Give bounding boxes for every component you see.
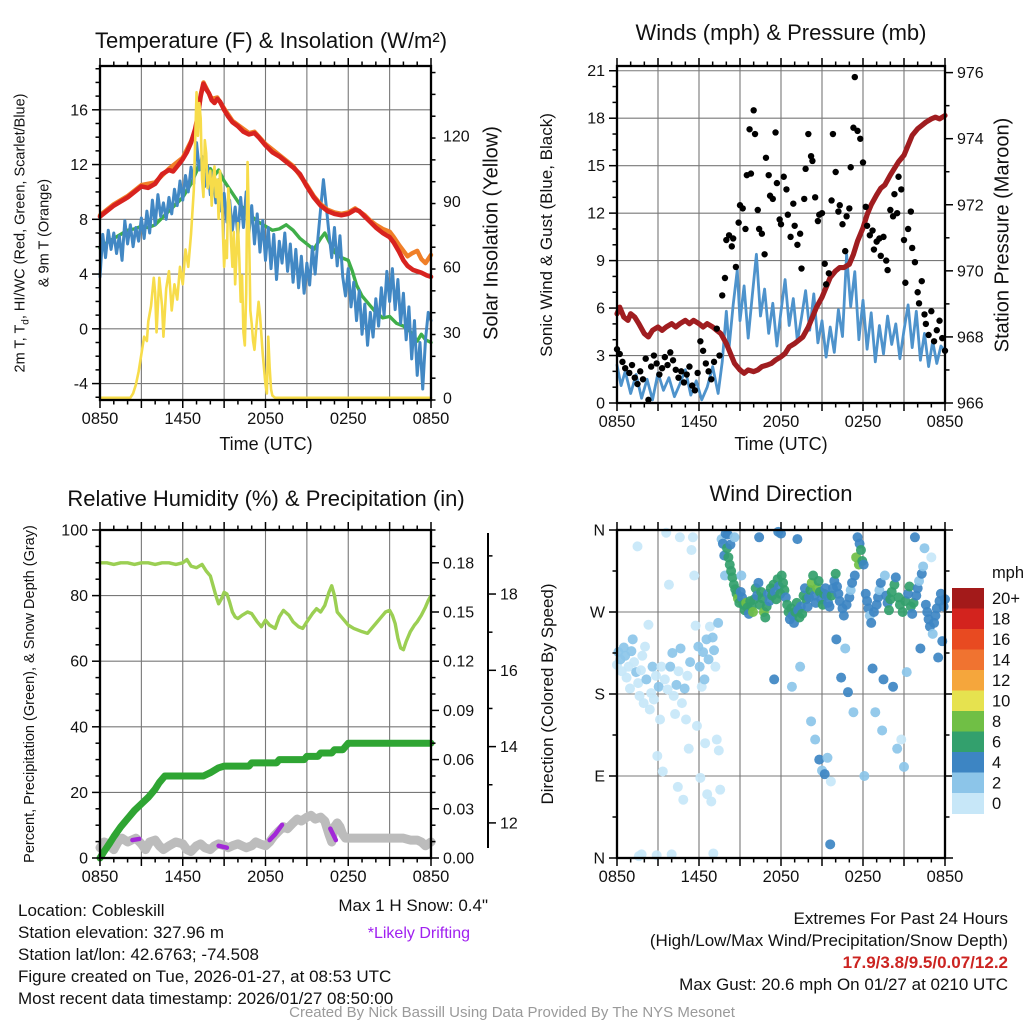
svg-text:0.03: 0.03 [443,801,475,819]
info-created: Figure created on Tue, 2026-01-27, at 08:53 UTC [18,967,392,986]
svg-text:20+: 20+ [992,589,1020,608]
svg-text:W: W [589,604,605,622]
svg-text:2050: 2050 [762,413,800,431]
svg-text:20: 20 [70,784,88,802]
svg-text:0.12: 0.12 [443,653,475,671]
svg-text:6: 6 [992,733,1002,752]
svg-text:60: 60 [443,259,461,277]
svg-text:0850: 0850 [926,868,964,886]
svg-text:40: 40 [70,719,88,737]
svg-text:12: 12 [587,205,605,223]
svg-text:0850: 0850 [81,410,119,428]
info-location: Location: Cobleskill [18,901,165,920]
svg-text:120: 120 [443,128,470,146]
panel-temperature-insolation [70,58,470,428]
svg-text:0.00: 0.00 [443,850,475,868]
svg-text:972: 972 [957,197,984,215]
svg-text:0850: 0850 [81,868,119,886]
svg-text:18: 18 [587,110,605,128]
svg-text:15: 15 [587,158,605,176]
svg-text:1450: 1450 [164,868,202,886]
svg-text:966: 966 [957,395,984,413]
svg-text:0250: 0250 [844,868,882,886]
svg-text:0850: 0850 [598,413,636,431]
extremes-title: Extremes For Past 24 Hours [793,909,1008,928]
svg-text:mph: mph [991,564,1024,582]
svg-text:8: 8 [79,211,88,229]
y-axis-label-temperature: 2m T, $T_d$, HI/WC (Red, Green, Scarlet/Blue) & 9m T (Orange) [12,93,53,373]
svg-text:0.15: 0.15 [443,604,475,622]
svg-text:0: 0 [443,390,452,408]
x-axis-title-right: Time (UTC) [734,434,828,454]
panel-wind-direction [590,522,1024,886]
max-snow-note: Max 1 H Snow: 0.4" [338,896,488,915]
svg-text:1450: 1450 [680,868,718,886]
svg-text:0250: 0250 [329,410,367,428]
svg-text:1450: 1450 [680,413,718,431]
svg-text:16: 16 [992,630,1011,649]
svg-text:30: 30 [443,324,461,342]
y-axis-label-insolation: Solar Insolation (Yellow) [480,126,503,340]
svg-text:0: 0 [79,321,88,339]
svg-text:2050: 2050 [247,868,284,886]
svg-text:14: 14 [500,739,518,757]
speed-legend [952,564,1024,814]
y-axis-label-humidity: Percent, Precipitation (Green), & Snow Depth (Gray) [22,525,38,863]
panel-humidity-precip [61,522,518,886]
chart-title-winds: Winds (mph) & Pressure (mb) [635,20,927,45]
extremes-block [650,908,1008,996]
svg-text:100: 100 [61,522,88,540]
svg-text:16: 16 [70,102,88,120]
svg-text:4: 4 [79,266,88,284]
svg-text:N: N [593,522,605,540]
svg-text:S: S [594,686,605,704]
chart-title-humidity: Relative Humidity (%) & Precipitation (in) [67,486,465,511]
y-axis-label-wind: Sonic Wind & Gust (Blue, Black) [537,113,556,357]
svg-text:0850: 0850 [412,868,450,886]
svg-text:0850: 0850 [598,868,636,886]
svg-text:4: 4 [992,753,1002,772]
svg-text:10: 10 [992,692,1011,711]
svg-text:E: E [594,768,605,786]
svg-text:0850: 0850 [926,413,964,431]
panel-winds-pressure [587,58,984,431]
svg-text:14: 14 [992,651,1011,670]
svg-text:90: 90 [443,193,461,211]
svg-text:976: 976 [957,65,984,83]
svg-text:0.09: 0.09 [443,702,475,720]
svg-text:12: 12 [992,671,1011,690]
svg-text:3: 3 [596,348,605,366]
svg-text:-4: -4 [73,376,88,394]
svg-text:12: 12 [70,157,88,175]
svg-text:N: N [593,850,605,868]
svg-text:970: 970 [957,263,984,281]
likely-drifting-note: *Likely Drifting [367,925,470,942]
svg-text:0850: 0850 [412,410,450,428]
info-latlon: Station lat/lon: 42.6763; -74.508 [18,945,260,964]
svg-text:1450: 1450 [164,410,202,428]
extremes-values: 17.9/3.8/9.5/0.07/12.2 [842,953,1008,972]
footer-credit: Created By Nick Bassill Using Data Provided By The NYS Mesonet [289,1004,735,1021]
extremes-subtitle: (High/Low/Max Wind/Precipitation/Snow Depth) [649,931,1008,950]
y-axis-label-direction: Direction (Colored By Speed) [538,583,557,805]
svg-text:18: 18 [992,610,1011,629]
svg-text:80: 80 [70,588,88,606]
svg-text:21: 21 [587,63,605,81]
svg-text:0: 0 [992,794,1002,813]
svg-text:968: 968 [957,329,984,347]
svg-text:0.06: 0.06 [443,752,475,770]
svg-text:0: 0 [596,395,605,413]
svg-text:0.18: 0.18 [443,555,475,573]
svg-text:2050: 2050 [762,868,800,886]
extremes-max-gust: Max Gust: 20.6 mph On 01/27 at 0210 UTC [679,975,1008,994]
svg-text:2050: 2050 [247,410,284,428]
svg-text:0250: 0250 [844,413,882,431]
svg-text:12: 12 [500,815,518,833]
svg-text:8: 8 [992,712,1002,731]
svg-text:974: 974 [957,131,984,149]
info-elevation: Station elevation: 327.96 m [18,923,225,942]
svg-text:60: 60 [70,653,88,671]
svg-text:0250: 0250 [329,868,367,886]
svg-text:16: 16 [500,662,518,680]
svg-text:18: 18 [500,586,518,604]
chart-title-temperature: Temperature (F) & Insolation (W/m²) [94,28,448,53]
chart-title-wind-direction: Wind Direction [709,481,853,506]
svg-text:6: 6 [596,300,605,318]
svg-text:2: 2 [992,774,1002,793]
x-axis-title-left: Time (UTC) [219,434,313,454]
svg-text:9: 9 [596,253,605,271]
svg-text:0: 0 [79,850,88,868]
info-timestamp: Most recent data timestamp: 2026/01/27 08:50:00 [18,989,394,1008]
y-axis-label-pressure: Station Pressure (Maroon) [991,117,1014,353]
station-info [18,900,393,1010]
